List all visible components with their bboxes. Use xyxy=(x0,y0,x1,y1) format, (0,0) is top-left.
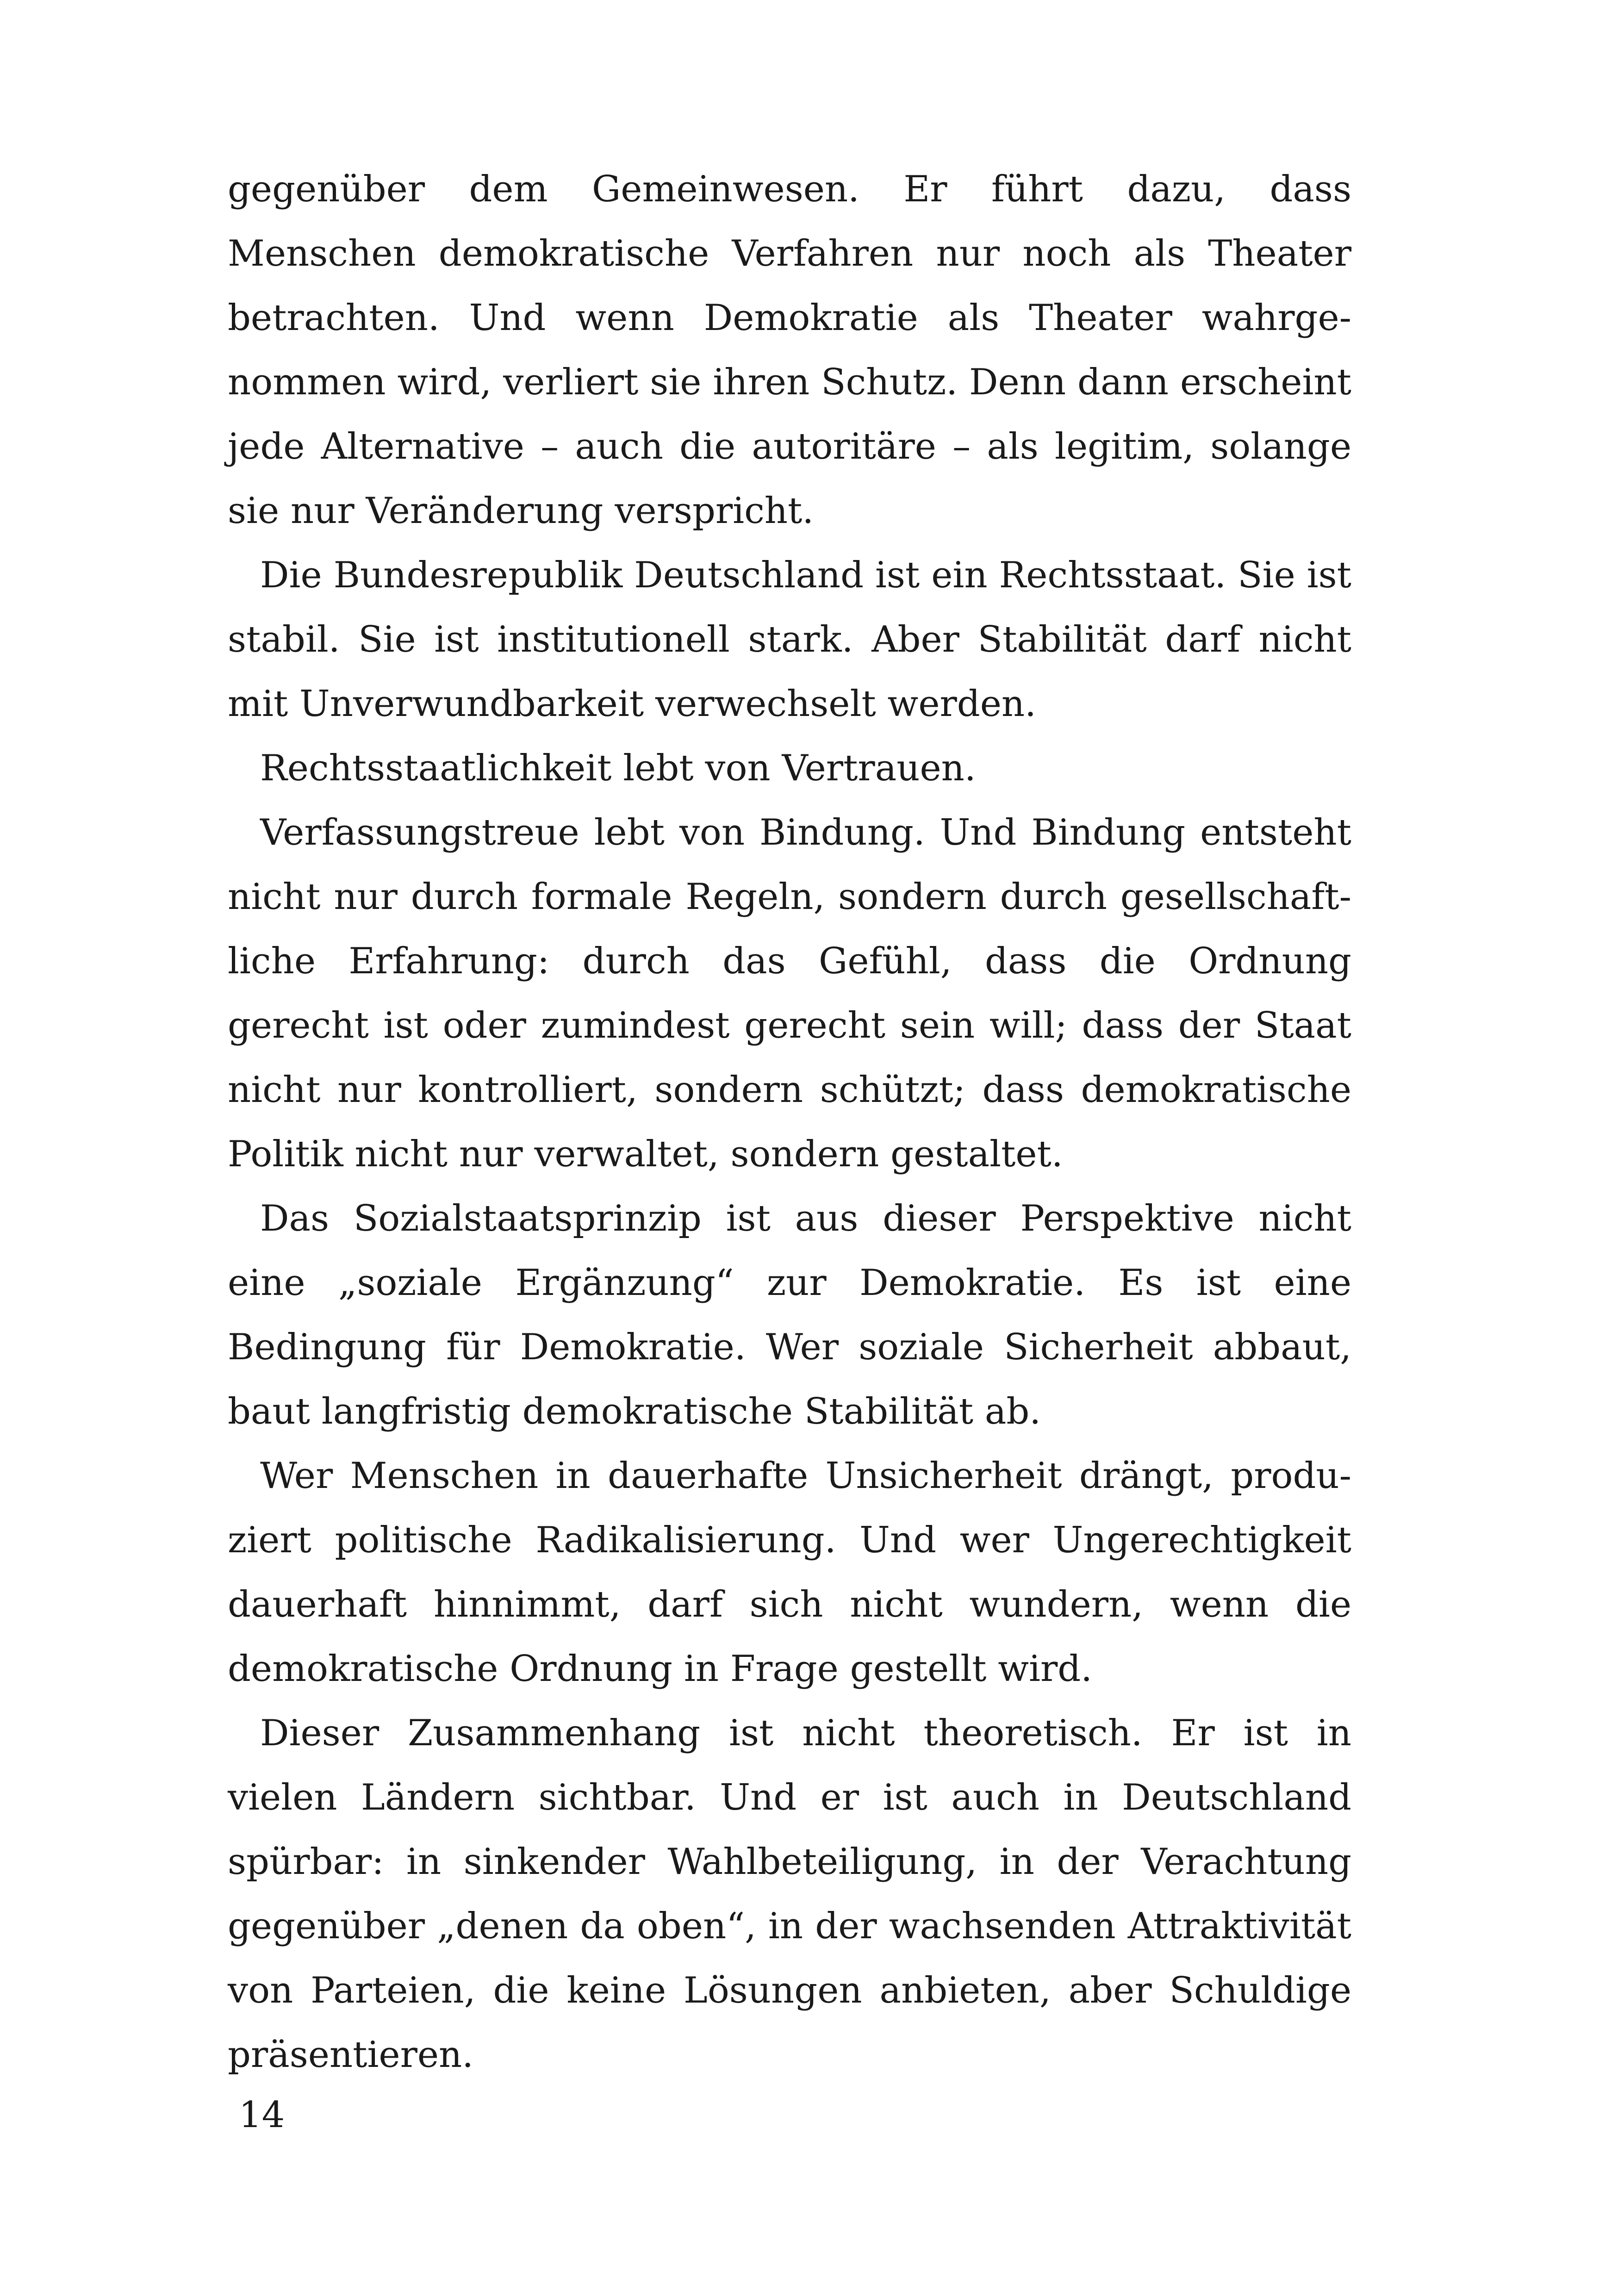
paragraph-4: Verfassungstreue lebt von Bindung. Und Bindung entsteht nicht nur durch formale Regeln, sondern durch gesellschaftliche Erfahrung: durch das Gefühl, dass die Ordnung gerecht ist oder zumindest gerecht sein will; dass der Staat nicht nur kontrolliert, sondern schützt; dass demokratische Politik nicht nur verwaltet, sondern gestaltet. xyxy=(228,812,1351,1175)
paragraph-3: Rechtsstaatlichkeit lebt von Vertrauen. xyxy=(260,747,976,789)
paragraph-2: Die Bundesrepublik Deutschland ist ein Rechtsstaat. Sie ist stabil. Sie ist institutionell stark. Aber Stabilität darf nicht mit Unverwundbarkeit verwechselt werden. xyxy=(228,554,1351,725)
paragraph-7: Dieser Zusammenhang ist nicht theoretisch. Er ist in vielen Ländern sichtbar. Und er ist auch in Deutschland spürbar: in sinkender Wahlbeteiligung, in der Verachtung gegenüber „denen da oben“, in der wachsenden Attraktivität von Parteien, die keine Lösungen anbieten, aber Schuldige präsentieren. xyxy=(228,1712,1351,2076)
paragraph-5: Das Sozialstaatsprinzip ist aus dieser Perspektive nicht eine „soziale Ergänzung“ zur Demokratie. Es ist eine Bedingung für Demokratie. Wer soziale Sicherheit abbaut, baut langfristig demokratische Stabilität ab. xyxy=(228,1198,1351,1432)
page-number: 14 xyxy=(239,2094,285,2136)
paragraph-6: Wer Menschen in dauerhafte Unsicherheit drängt, produziert politische Radikalisierung. Und wer Ungerechtigkeit dauerhaft hinnimmt, darf sich nicht wundern, wenn die demokratische Ordnung in Frage gestellt wird. xyxy=(228,1455,1351,1690)
body-text xyxy=(228,157,1351,2087)
paragraph-1: gegenüber dem Gemeinwesen. Er führt dazu, dass Menschen demokratische Verfahren nur noch als Theater betrachten. Und wenn Demokratie als Theater wahrgenommen wird, verliert sie ihren Schutz. Denn dann erscheint jede Alternative – auch die autoritäre – als legitim, solange sie nur Veränderung verspricht. xyxy=(228,168,1351,532)
